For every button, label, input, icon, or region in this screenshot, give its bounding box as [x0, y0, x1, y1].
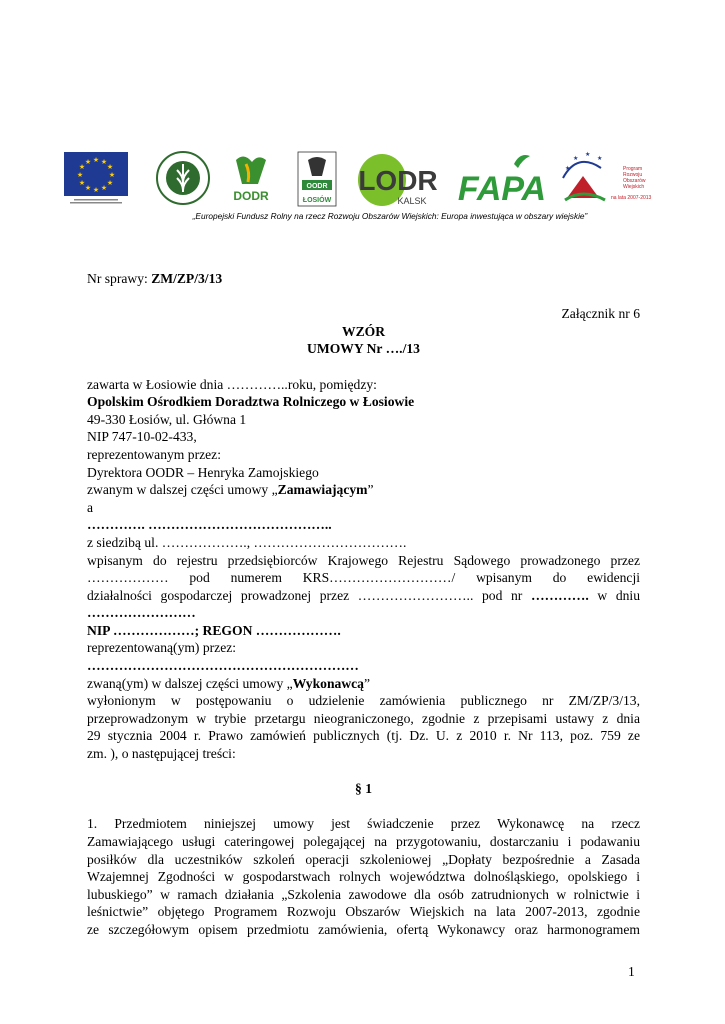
paragraph-line-2: Zamawiającego usługi cateringowej polegającej na przygotowaniu, dostarczaniu i podawaniu	[87, 834, 640, 849]
wodr-dodr-logo	[228, 152, 274, 206]
fapa-text: FAPA	[457, 170, 547, 206]
svg-text:★: ★	[84, 184, 92, 192]
lodr-sub: KALSK	[397, 196, 427, 206]
party-nip: NIP 747-10-02-433,	[87, 429, 197, 445]
svg-text:★: ★	[84, 158, 92, 166]
svg-text:★: ★	[573, 155, 579, 162]
nip-regon: NIP ………………; REGON ……………….	[87, 622, 341, 638]
logo-bar	[62, 148, 662, 212]
case-number-line: Nr sprawy: ZM/ZP/3/13	[87, 271, 223, 286]
svg-text:★: ★	[106, 163, 114, 171]
contractor-address: z siedzibą ul. ………………., …………………………….	[87, 534, 407, 550]
umowa-heading: UMOWY Nr …./13	[307, 341, 420, 357]
svg-text:★: ★	[100, 158, 108, 166]
lodr-kalsk-logo	[352, 150, 442, 210]
ministry-agriculture-logo	[155, 150, 211, 206]
prow-line-3: Obszarów	[623, 178, 646, 184]
oodr-losiow-logo	[294, 150, 340, 208]
svg-text:★: ★	[108, 171, 116, 179]
section-heading: § 1	[355, 781, 372, 797]
represented-by: reprezentowanym przez:	[87, 446, 221, 462]
paragraph-line-3: posiłków dla uczestników szkoleń operacji szkoleniowej „Dopłaty bezpośrednie a Zasada	[87, 851, 640, 867]
party-address: 49-330 Łosiów, ul. Główna 1	[87, 411, 247, 427]
svg-text:★: ★	[92, 156, 100, 164]
logo-caption: „Europejski Fundusz Rolny na rzecz Rozwoju Obszarów Wiejskich: Europa inwestująca w obszary wiejskie”	[192, 211, 588, 221]
director-name: Dyrektora OODR – Henryka Zamojskiego	[87, 464, 319, 480]
date-blank: ……………………	[87, 605, 196, 621]
prow-line-2: Rozwoju	[623, 172, 643, 178]
attachment-label: Załącznik nr 6	[561, 306, 640, 322]
krs-line-3: działalności gospodarczej prowadzonej przez …………………….. pod nr …………. w dniu	[87, 587, 640, 603]
prow-line-5: na lata 2007-2013	[611, 195, 652, 201]
svg-text:★: ★	[100, 184, 108, 192]
oodr-sub: ŁOSIÓW	[302, 197, 332, 204]
representative-blank: ……………………………………………………	[87, 658, 359, 674]
paragraph-line-5: lubuskiego” w ramach działania „Szkolenia zawodowe dla osób zatrudnionych w rolnictwie i	[87, 886, 640, 902]
svg-text:★: ★	[78, 163, 86, 171]
svg-text:★: ★	[597, 155, 603, 162]
procedure-line-4: zm. ), o następującej treści:	[87, 746, 236, 762]
case-number: ZM/ZP/3/13	[151, 271, 223, 286]
paragraph-line-4: Wzajemnej Zgodności w gospodarstwach rolnych województwa dolnośląskiego, opolskiego i	[87, 869, 640, 885]
represented-by-contractor: reprezentowaną(ym) przez:	[87, 640, 237, 656]
prow-line-4: Wiejskich	[623, 184, 645, 190]
contract-line: zawarta w Łosiowie dnia …………..roku, pomiędzy:	[87, 376, 377, 392]
svg-text:★: ★	[565, 165, 571, 172]
document-body	[87, 270, 640, 939]
svg-text:★: ★	[78, 179, 86, 187]
svg-text:★: ★	[76, 171, 84, 179]
page-number: 1	[628, 964, 635, 979]
wykonawca-line: zwaną(ym) w dalszej części umowy „Wykonawcą”	[87, 675, 371, 691]
contractor-name-blank: …………. …………………………………..	[87, 517, 332, 533]
eu-flag-logo	[64, 152, 128, 204]
paragraph-line-1: 1. Przedmiotem niniejszej umowy jest świadczenie przez Wykonawcę na rzecz	[87, 816, 640, 832]
svg-text:★: ★	[92, 186, 100, 194]
svg-text:★: ★	[585, 151, 591, 158]
procedure-line-2: przeprowadzonym w trybie przetargu nieograniczonego, zgodnie z przepisami ustawy z dnia	[87, 710, 640, 726]
procedure-line-3: 29 stycznia 2004 r. Prawo zamówień publicznych (tj. Dz. U. z 2010 r. Nr 113, poz. 759 ze	[87, 728, 640, 744]
svg-text:★: ★	[106, 179, 114, 187]
zamawiajacy-line: zwanym w dalszej części umowy „Zamawiającym”	[87, 482, 374, 498]
dodr-text: DODR	[233, 189, 269, 203]
procedure-line-1: wyłonionym w postępowaniu o udzielenie zamówienia publicznego nr ZM/ZP/3/13,	[87, 693, 640, 709]
krs-line-1: wpisanym do rejestru przedsiębiorców Krajowego Rejestru Sądowego prowadzonego przez	[87, 552, 640, 568]
wzor-heading: WZÓR	[341, 323, 386, 339]
prow-line-1: Program	[623, 166, 643, 172]
prow-2007-2013-logo	[557, 148, 657, 208]
fapa-logo	[454, 150, 550, 206]
paragraph-line-7: ze szczegółowym opisem przedmiotu zamówienia, ofertą Wykonawcy oraz harmonogramem	[87, 921, 640, 937]
paragraph-line-6: leśnictwie” objętego Programem Rozwoju Obszarów Wiejskich na lata 2007-2013, zgodnie	[87, 904, 640, 920]
lodr-text: LODR	[358, 165, 438, 196]
conjunction: a	[87, 499, 94, 515]
krs-line-2: ……………… pod numerem KRS………………………/ wpisanym do ewidencji	[87, 570, 640, 586]
oodr-text: OODR	[306, 183, 328, 190]
party-name: Opolskim Ośrodkiem Doradztwa Rolniczego w Łosiowie	[87, 394, 415, 410]
